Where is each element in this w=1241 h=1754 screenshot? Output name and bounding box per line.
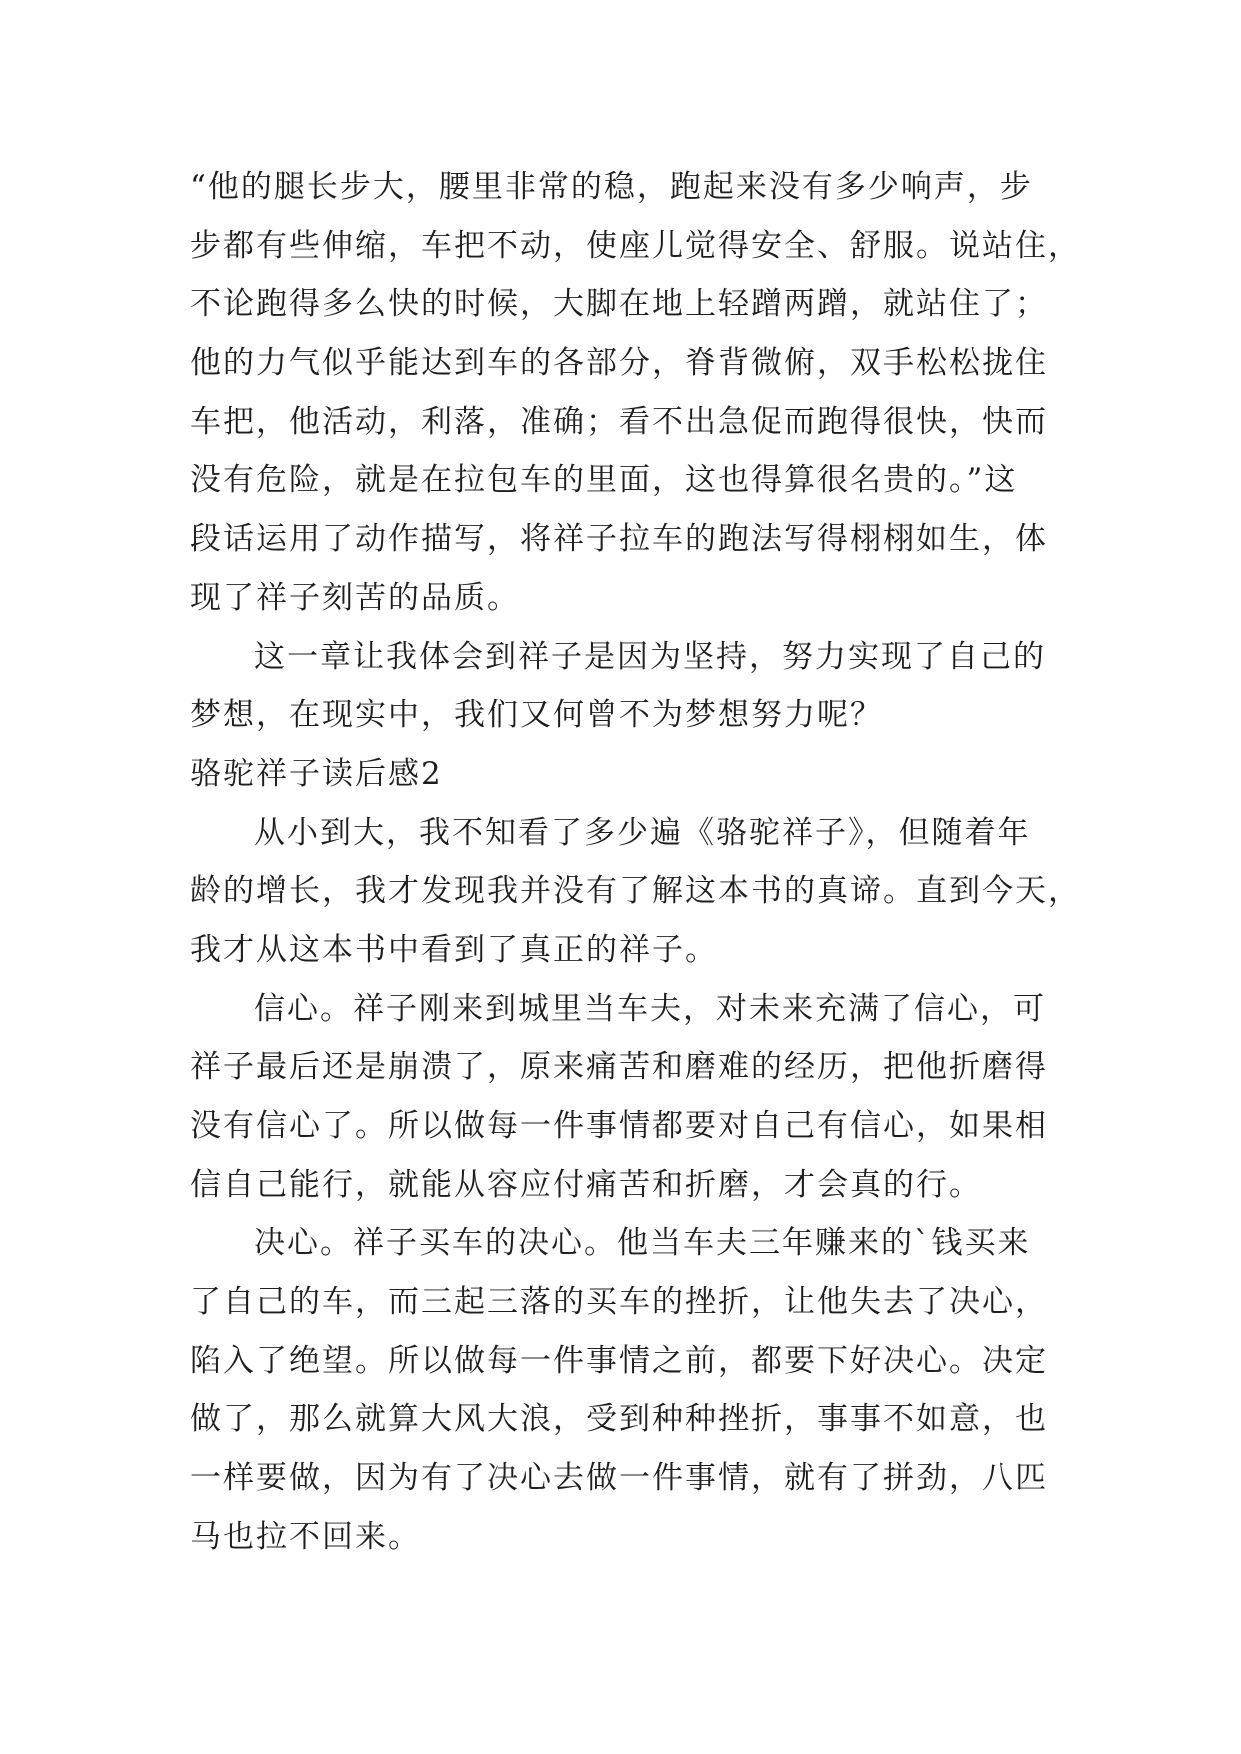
text-line: 马也拉不回来。 <box>190 1518 421 1555</box>
text-line: 没有信心了。所以做每一件事情都要对自己有信心，如果相 <box>190 1108 1048 1144</box>
text-line: 了自己的车，而三起三落的买车的挫折，让他失去了决心， <box>190 1284 1048 1321</box>
text-line: 我才从这本书中看到了真正的祥子。 <box>190 931 718 968</box>
text-line: 步都有些伸缩，车把不动，使座儿觉得安全、舒服。说站住， <box>190 227 1081 264</box>
text-line: 现了祥子刻苦的品质。 <box>190 579 520 616</box>
text-line: 车把，他活动，利落，准确；看不出急促而跑得很快，快而 <box>190 403 1048 440</box>
document-body <box>190 158 1081 1567</box>
text-line: 龄的增长，我才发现我并没有了解这本书的真谛。直到今天， <box>190 873 1081 910</box>
text-line: 他的力气似乎能达到车的各部分，脊背微俯，双手松松拢住 <box>190 345 1048 382</box>
text-line: 不论跑得多么快的时候，大脚在地上轻蹭两蹭，就站住了； <box>190 286 1048 323</box>
section-heading: 骆驼祥子读后感2 <box>190 755 443 792</box>
text-line: 一样要做，因为有了决心去做一件事情，就有了拼劲，八匹 <box>190 1460 1048 1497</box>
text-line: 没有危险，就是在拉包车的里面，这也得算很名贵的。”这 <box>190 462 1018 499</box>
paragraph-start-line: 决心。祥子买车的决心。他当车夫三年赚来的`钱买来 <box>254 1225 1031 1262</box>
paragraph-start-line: 从小到大，我不知看了多少遍《骆驼祥子》，但随着年 <box>254 814 1031 851</box>
text-line: “他的腿长步大，腰里非常的稳，跑起来没有多少响声，步 <box>190 169 1033 205</box>
text-line: 做了，那么就算大风大浪，受到种种挫折，事事不如意，也 <box>190 1401 1048 1438</box>
paragraph-start-line: 信心。祥子刚来到城里当车夫，对未来充满了信心，可 <box>254 990 1046 1027</box>
paragraph-start-line: 这一章让我体会到祥子是因为坚持，努力实现了自己的 <box>254 638 1046 675</box>
text-line: 梦想，在现实中，我们又何曾不为梦想努力呢？ <box>190 697 883 734</box>
text-line: 段话运用了动作描写，将祥子拉车的跑法写得栩栩如生，体 <box>190 521 1048 558</box>
text-line: 祥子最后还是崩溃了，原来痛苦和磨难的经历，把他折磨得 <box>190 1049 1048 1086</box>
text-line: 信自己能行，就能从容应付痛苦和折磨，才会真的行。 <box>190 1166 982 1203</box>
text-line: 陷入了绝望。所以做每一件事情之前，都要下好决心。决定 <box>190 1342 1048 1379</box>
